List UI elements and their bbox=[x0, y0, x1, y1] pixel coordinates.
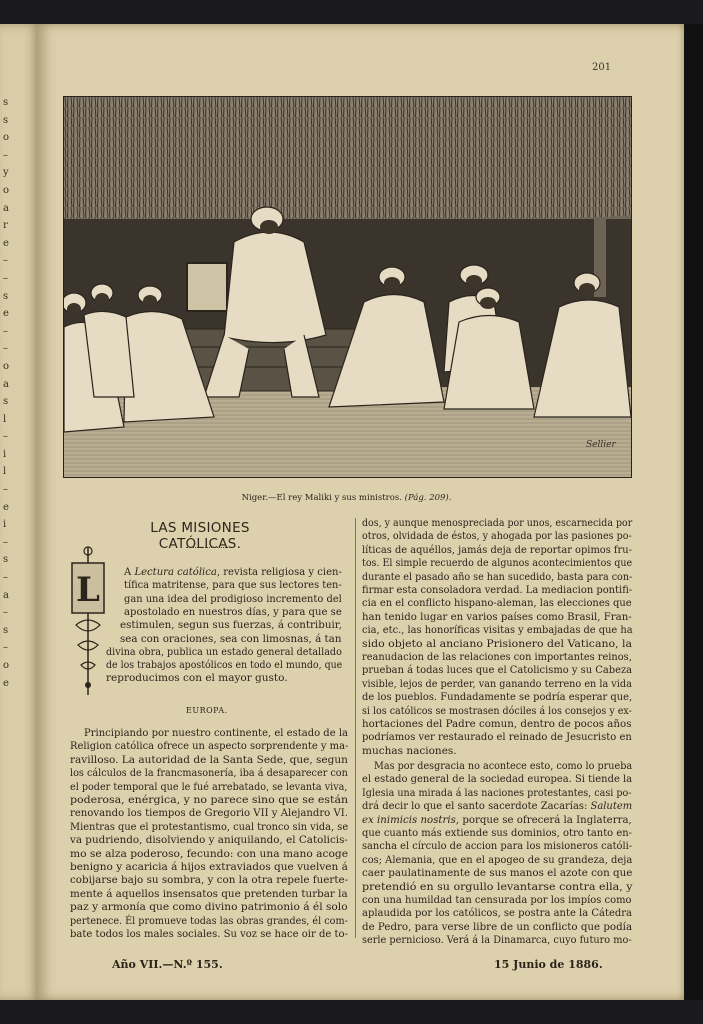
text-line bbox=[362, 773, 632, 786]
text-line: cia en el conflicto hispano-aleman, las elecciones que bbox=[362, 597, 632, 610]
text-line: benigno y acaricia á hijos extraviados que vuelven á bbox=[70, 861, 348, 873]
text-line: han tenido lugar en varios países como Brasil, Fran- bbox=[362, 610, 632, 623]
left-margin-letter: – bbox=[3, 572, 8, 584]
text-line: dos, y aunque menospreciada por unos, escarnecida por bbox=[362, 517, 633, 529]
text-segment: Iglesia una mirada á las naciones protestantes, casi po- bbox=[362, 786, 632, 799]
italic-text: Salutem bbox=[590, 800, 633, 813]
text-line: tos. El simple recuerdo de algunos acontecimientos que bbox=[362, 557, 633, 570]
text-line bbox=[374, 760, 632, 773]
title-divider bbox=[186, 547, 228, 549]
left-margin-letter: s bbox=[3, 396, 9, 408]
text-segment: con una humildad tan censurada por los impíos como bbox=[362, 894, 632, 906]
text-line: los cálculos de la francmasonería, iba á desaparecer con bbox=[70, 767, 348, 780]
thatched-roof bbox=[64, 97, 631, 227]
text-line: otros, olvidada de éstos, y ahogada por las pasiones po- bbox=[362, 530, 632, 543]
text-line: cobijarse bajo su sombra, y con la otra repele fuerte- bbox=[70, 874, 349, 887]
text-line bbox=[124, 606, 342, 619]
text-line: líticas de aquéllos, jamás deja de reportar opimos fru- bbox=[362, 543, 632, 556]
text-line bbox=[362, 840, 632, 853]
text-line: mente á aquellos insensatos que pretenden turbar la bbox=[70, 887, 348, 900]
left-margin-letter: l bbox=[3, 413, 7, 425]
column-divider bbox=[355, 518, 356, 938]
text-line bbox=[106, 659, 342, 672]
engraving-illustration bbox=[63, 96, 632, 478]
text-line bbox=[362, 907, 632, 920]
illustration-caption bbox=[63, 493, 630, 503]
text-line: Religion católica ofrece un aspecto sorprendente y ma- bbox=[70, 740, 349, 753]
text-segment: de los trabajos apostólicos en todo el mundo, que bbox=[106, 659, 343, 672]
left-margin-letter: o bbox=[3, 360, 10, 372]
dropcap-letter: L bbox=[76, 570, 100, 610]
text-line: ravilloso. La autoridad de la Santa Sede, que, segun bbox=[70, 753, 348, 766]
text-line bbox=[106, 646, 342, 659]
text-segment: drá decir lo que el santo sacerdote Zacarías: bbox=[362, 800, 591, 813]
text-line: Mientras que el protestantismo, cual tronco sin vida, se bbox=[70, 820, 349, 833]
left-margin-letter: s bbox=[3, 624, 9, 636]
ornamental-dropcap bbox=[68, 545, 108, 703]
text-line: el poder temporal que le fué arrebatado, se levanta viva, bbox=[70, 780, 348, 793]
text-line bbox=[106, 672, 288, 685]
text-line bbox=[362, 934, 632, 947]
text-line bbox=[120, 633, 341, 646]
left-margin-letter: e bbox=[3, 677, 9, 689]
text-line bbox=[362, 787, 631, 800]
page-number: 201 bbox=[592, 62, 612, 73]
text-line: va pudriendo, disolviendo y aniquilando, el Catolicis- bbox=[70, 834, 348, 847]
left-margin-letter: – bbox=[3, 484, 8, 496]
left-margin-letter: a bbox=[3, 202, 9, 214]
text-segment: sancha el círculo de accion para los misioneros católi- bbox=[362, 840, 633, 853]
left-margin-letter: r bbox=[3, 220, 8, 232]
left-margin-letter: – bbox=[3, 536, 8, 548]
text-segment: pretendió en su orgullo levantarse contra ella, y bbox=[362, 880, 633, 893]
text-segment: estimulen, segun sus fuerzas, á contribuir, bbox=[120, 619, 342, 632]
article-title: LAS MISIONES CATÓLICAS. bbox=[150, 520, 250, 552]
text-segment: de Pedro, para verse libre de un conflicto que podía bbox=[362, 920, 633, 933]
left-margin-letter: i bbox=[3, 519, 7, 531]
text-line: hortaciones del Padre comun, dentro de pocos años bbox=[362, 718, 632, 730]
text-segment: A bbox=[124, 566, 135, 578]
left-margin-letter: i bbox=[3, 448, 7, 460]
left-margin-letter: s bbox=[3, 554, 9, 566]
left-margin-letter: o bbox=[3, 660, 10, 671]
text-segment: cos; Alemania, que en el apogeo de su grandeza, deja bbox=[362, 853, 633, 866]
text-segment: reproducimos con el mayor gusto. bbox=[106, 672, 288, 685]
text-segment: sea con oraciones, sea con limosnas, á tan bbox=[120, 632, 342, 645]
left-page-margin-text bbox=[3, 94, 17, 692]
italic-text: Lectura católica bbox=[134, 566, 217, 578]
text-line bbox=[362, 921, 632, 934]
left-margin-letter: – bbox=[3, 255, 8, 267]
book-page bbox=[36, 24, 684, 1000]
text-line: bate todos los males sociales. Su voz se hace oir de to- bbox=[70, 928, 348, 940]
text-line: cia, etc., las honoríficas visitas y embajadas de que ha bbox=[362, 624, 633, 637]
text-line: de los pueblos. Fundadamente se podría esperar que, bbox=[362, 691, 633, 704]
text-line bbox=[362, 867, 632, 880]
text-line: paz y armonía que como divino patrimonio á él solo bbox=[70, 901, 348, 914]
text-line: pertenece. Él promueve todas las obras grandes, él com- bbox=[70, 914, 348, 927]
text-line: mo se alza poderoso, fecundo: con una mano acoge bbox=[70, 847, 349, 860]
text-line bbox=[120, 619, 342, 632]
left-margin-letter: – bbox=[3, 149, 8, 161]
left-margin-letter: e bbox=[3, 237, 9, 249]
left-margin-letter: s bbox=[3, 290, 9, 302]
text-segment: el estado general de la sociedad europea. Si tiende la bbox=[362, 773, 633, 786]
text-segment: aplaudida por los católicos, se postra ante la Cátedra bbox=[362, 907, 633, 920]
text-segment: divina obra, publica un estado general detallado bbox=[106, 645, 342, 658]
engraving-king-maliki-and-ministers bbox=[64, 97, 631, 477]
text-line: poderosa, enérgica, y no parece sino que se están bbox=[70, 794, 349, 806]
left-margin-letter: – bbox=[3, 343, 8, 355]
text-segment: que cuanto más extiende sus dominios, otro tanto en- bbox=[362, 827, 632, 839]
text-line: visible, lejos de perder, van ganando terreno en la vida bbox=[362, 677, 632, 690]
left-page-edge bbox=[0, 24, 40, 1000]
scan-background-edge bbox=[684, 24, 703, 1000]
footer-date: 15 Junio de 1886. bbox=[494, 958, 603, 971]
text-segment: , revista religiosa y cien- bbox=[216, 566, 342, 578]
left-margin-letter: – bbox=[3, 325, 8, 337]
text-line: durante el pasado año se han sucedido, basta para con- bbox=[362, 570, 633, 583]
left-margin-letter: e bbox=[3, 308, 9, 320]
left-margin-letter: a bbox=[3, 589, 9, 601]
footer-issue-number: Año VII.—N.º 155. bbox=[112, 958, 223, 971]
text-line bbox=[362, 800, 632, 813]
section-heading-europa: EUROPA. bbox=[186, 706, 228, 715]
text-line: renovando los tiempos de Gregorio VII y Alejandro VI. bbox=[70, 807, 348, 820]
text-line bbox=[362, 814, 632, 827]
text-line: si los católicos se mostrasen dóciles á los consejos y ex- bbox=[362, 704, 632, 717]
text-segment: tífica matritense, para que sus lectores ten- bbox=[124, 579, 342, 592]
left-margin-letter: l bbox=[3, 466, 7, 478]
caption-page-reference: (Pág. 209). bbox=[404, 493, 452, 503]
left-margin-letter: s bbox=[3, 114, 9, 126]
text-line: Principiando por nuestro continente, el estado de la bbox=[84, 727, 348, 739]
text-line bbox=[124, 579, 342, 592]
left-margin-letter: y bbox=[3, 167, 9, 179]
text-segment: Mas por desgracia no acontece esto, como lo prueba bbox=[374, 760, 633, 772]
text-line bbox=[362, 894, 631, 907]
text-line: podríamos ver restaurado el reinado de Jesucristo en bbox=[362, 731, 632, 744]
text-line bbox=[124, 566, 342, 579]
left-margin-letter: e bbox=[3, 501, 9, 513]
left-margin-letter: – bbox=[3, 607, 8, 619]
text-segment: caer paulatinamente de sus manos el azote con que bbox=[362, 867, 633, 880]
engraver-signature: Sellier bbox=[586, 440, 616, 450]
text-segment: apostolado en nuestros días, y para que se bbox=[124, 605, 342, 618]
text-line bbox=[362, 827, 632, 840]
left-margin-letter: – bbox=[3, 642, 8, 654]
text-line: muchas naciones. bbox=[362, 744, 457, 757]
italic-text: ex inimicis nostris, bbox=[362, 813, 460, 826]
left-margin-letter: o bbox=[3, 132, 10, 144]
left-margin-letter: s bbox=[3, 97, 9, 108]
text-line: firmar esta consoladora verdad. La mediacion pontifi- bbox=[362, 584, 633, 596]
left-margin-letter: – bbox=[3, 272, 8, 284]
left-margin-letter: a bbox=[3, 378, 9, 390]
left-margin-letter: o bbox=[3, 184, 10, 196]
caption-main: Niger.—El rey Maliki y sus ministros. bbox=[241, 493, 402, 503]
text-line bbox=[362, 854, 632, 867]
text-segment: gan una idea del prodigioso incremento del bbox=[124, 592, 342, 605]
left-margin-letter: – bbox=[3, 431, 8, 443]
text-line: reanudacion de las relaciones con importantes reinos, bbox=[362, 651, 632, 663]
text-segment: serle pernicioso. Verá á la Dinamarca, cuyo futuro mo- bbox=[362, 934, 632, 947]
text-line bbox=[362, 881, 633, 894]
text-line: sido objeto al anciano Prisionero del Vaticano, la bbox=[362, 637, 633, 650]
text-segment: porque se ofrecerá la Inglaterra, bbox=[459, 813, 632, 826]
text-line: prueban á todas luces que el Catolicismo y su Cabeza bbox=[362, 664, 633, 677]
text-line bbox=[124, 593, 342, 606]
